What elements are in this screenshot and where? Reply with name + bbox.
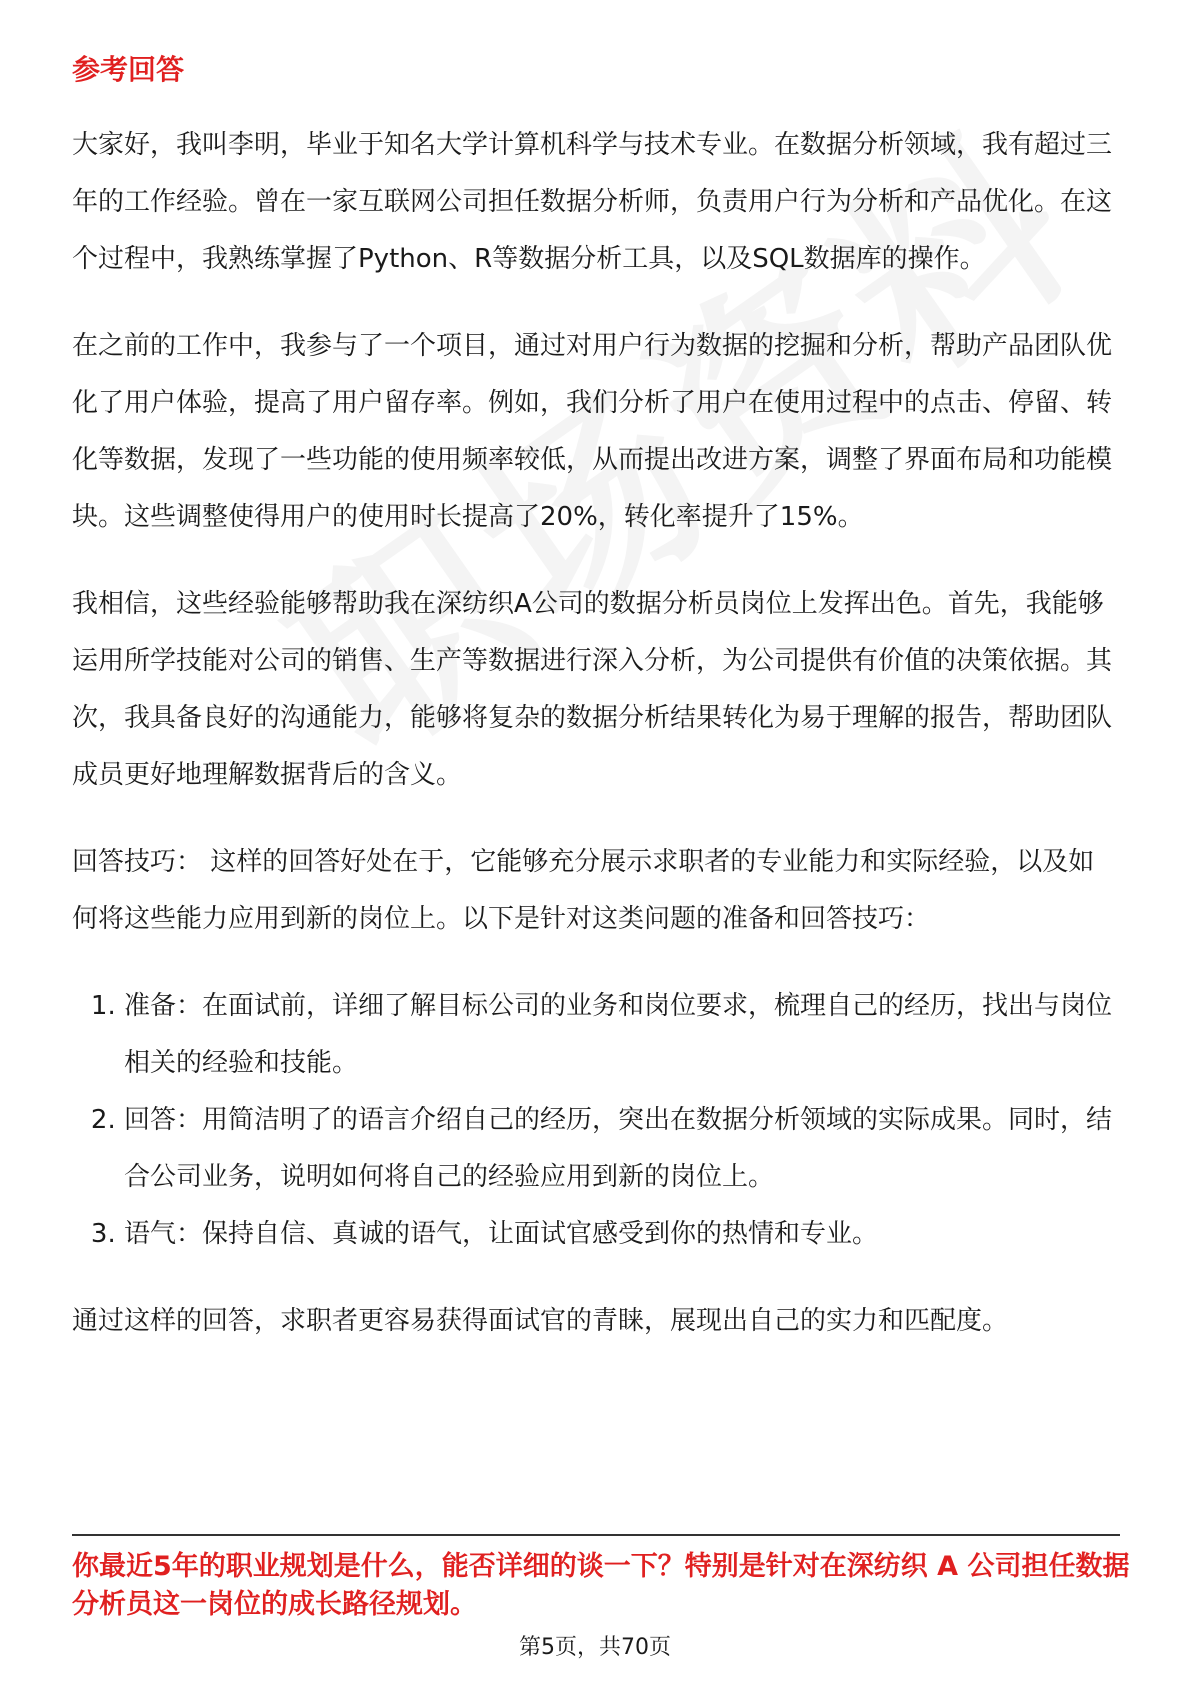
paragraph-tips-intro: 回答技巧： 这样的回答好处在于，它能够充分展示求职者的专业能力和实际经验，以及如何将这些能力应用到新的岗位上。以下是针对这类问题的准备和回答技巧： — [72, 847, 1095, 934]
next-question: 你最近5年的职业规划是什么，能否详细的谈一下？特别是针对在深纺织 A 公司担任数据分析员这一岗位的成长路径规划。 — [72, 1551, 1130, 1620]
list-item: 1. 准备：在面试前，详细了解目标公司的业务和岗位要求，梳理自己的经历，找出与岗位相关的经验和技能。 — [124, 978, 1120, 1092]
tips-list — [72, 978, 1120, 1263]
section-title: 参考回答 — [72, 53, 185, 86]
paragraph-closing: 通过这样的回答，求职者更容易获得面试官的青睐，展现出自己的实力和匹配度。 — [72, 1306, 1009, 1336]
divider — [72, 1534, 1120, 1536]
answer-content — [72, 117, 1120, 1380]
page-number: 第5页，共70页 — [519, 1635, 671, 1660]
list-item: 3. 语气：保持自信、真诚的语气，让面试官感受到你的热情和专业。 — [124, 1206, 1120, 1263]
paragraph-project: 在之前的工作中，我参与了一个项目，通过对用户行为数据的挖掘和分析，帮助产品团队优化了用户体验，提高了用户留存率。例如，我们分析了用户在使用过程中的点击、停留、转化等数据，发现了一些功能的使用频率较低，从而提出改进方案，调整了界面布局和功能模块。这些调整使得用户的使用时长提高了20%，转化率提升了15%。 — [72, 331, 1113, 532]
list-item: 2. 回答：用简洁明了的语言介绍自己的经历，突出在数据分析领域的实际成果。同时，结合公司业务，说明如何将自己的经验应用到新的岗位上。 — [124, 1092, 1120, 1206]
paragraph-fit: 我相信，这些经验能够帮助我在深纺织A公司的数据分析员岗位上发挥出色。首先，我能够运用所学技能对公司的销售、生产等数据进行深入分析，为公司提供有价值的决策依据。其次，我具备良好的沟通能力，能够将复杂的数据分析结果转化为易于理解的报告，帮助团队成员更好地理解数据背后的含义。 — [72, 589, 1113, 790]
paragraph-intro: 大家好，我叫李明，毕业于知名大学计算机科学与技术专业。在数据分析领域，我有超过三年的工作经验。曾在一家互联网公司担任数据分析师，负责用户行为分析和产品优化。在这个过程中，我熟练掌握了Python、R等数据分析工具，以及SQL数据库的操作。 — [72, 130, 1113, 274]
